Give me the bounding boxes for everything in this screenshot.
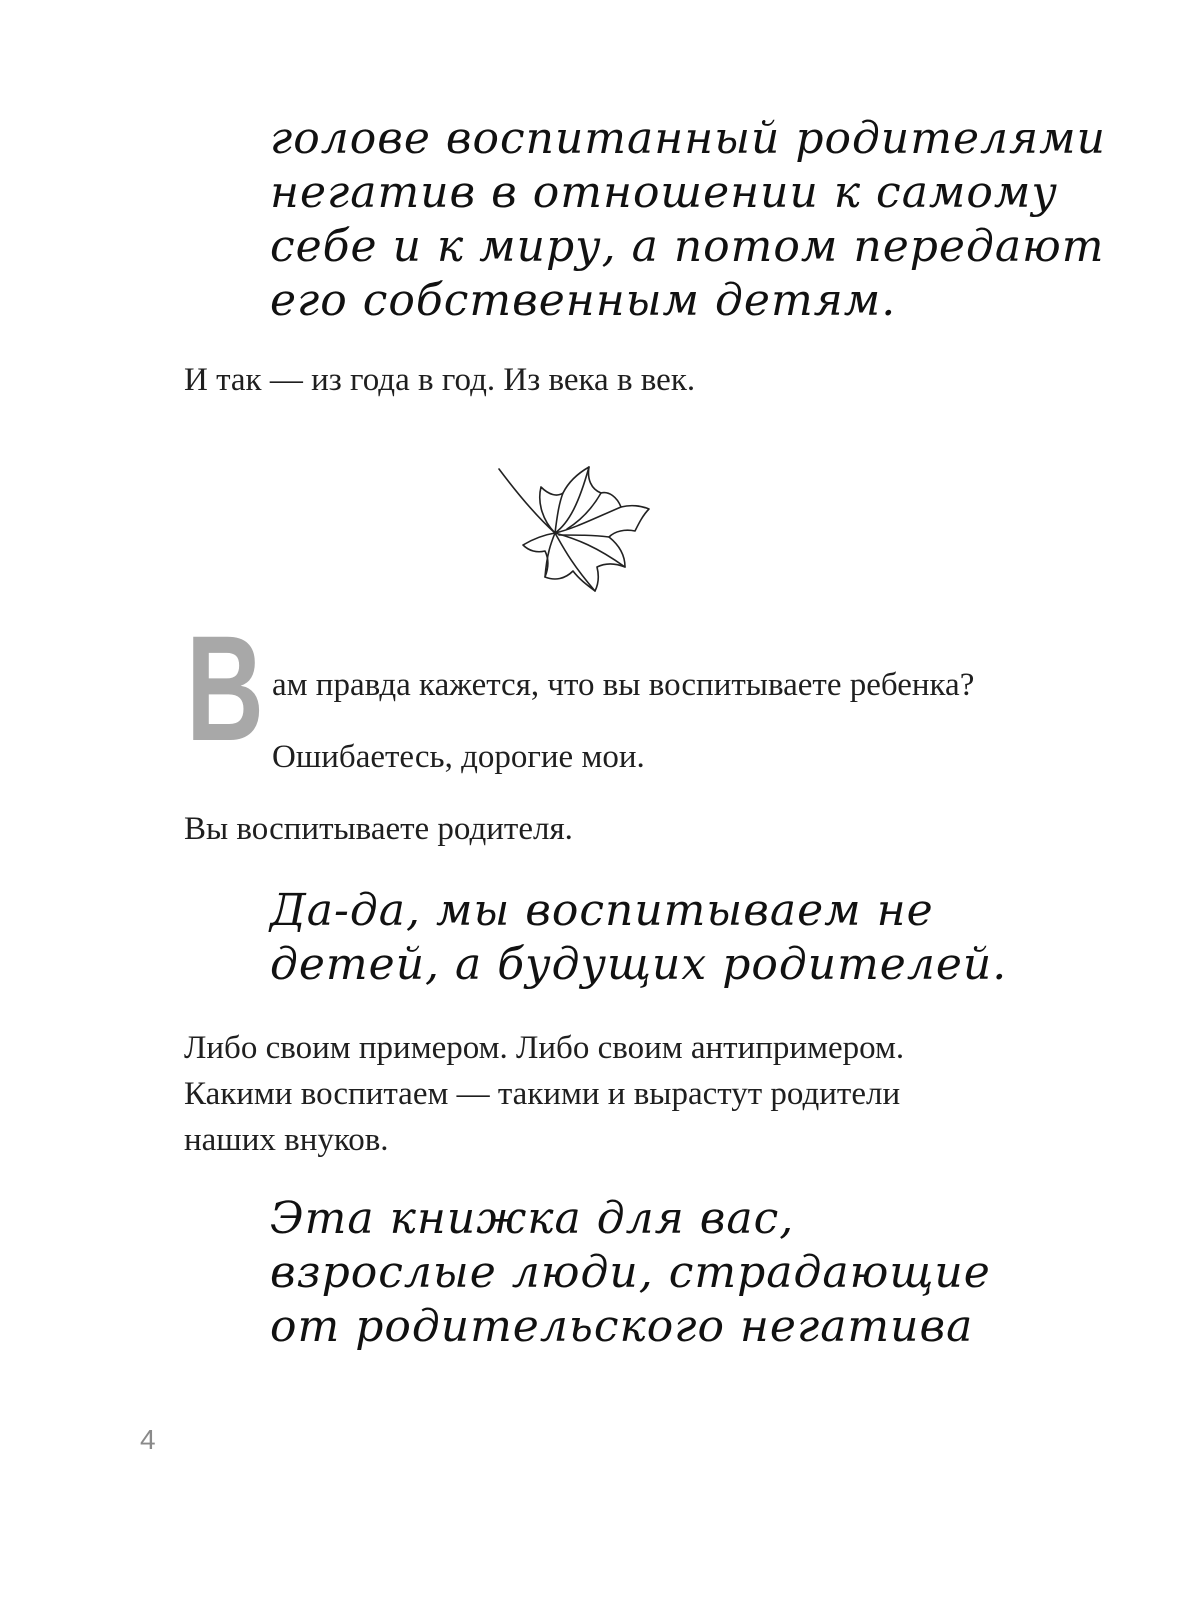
paragraph-text: Вы воспитываете родителя. (184, 811, 573, 847)
page-number: 4 (140, 1424, 156, 1455)
handwritten-quote-bottom (270, 1192, 991, 1354)
maple-leaf-icon (497, 463, 659, 595)
handwritten-line: детей, а будущих родителей. (270, 939, 1008, 990)
handwritten-line: себе и к миру, а потом передают (270, 221, 1105, 272)
handwritten-line: его собственным детям. (270, 275, 897, 326)
paragraph-text: ам правда кажется, что вы воспитываете ребенка? (272, 667, 975, 703)
handwritten-quote-top (270, 112, 1106, 328)
paragraph-mistake (272, 734, 645, 780)
paragraph-line: Либо своим примером. Либо своим антипримером. (184, 1030, 905, 1066)
paragraph-line: Какими воспитаем — такими и вырастут родители (184, 1076, 901, 1112)
handwritten-quote-middle (270, 884, 1007, 992)
paragraph-dropcap (272, 662, 974, 708)
handwritten-line: взрослые люди, страдающие (270, 1247, 991, 1298)
paragraph-example (184, 1025, 904, 1163)
paragraph-text: Ошибаетесь, дорогие мои. (272, 739, 645, 775)
handwritten-line: от родительского негатива (270, 1301, 974, 1352)
paragraph-text: И так — из года в год. Из века в век. (184, 362, 696, 398)
handwritten-line: Эта книжка для вас, (270, 1193, 795, 1244)
paragraph-year (184, 357, 695, 403)
handwritten-line: Да-да, мы воспитываем не (270, 885, 934, 936)
handwritten-line: голове воспитанный родителями (270, 113, 1106, 164)
paragraph-line: наших внуков. (184, 1122, 389, 1158)
paragraph-parent (184, 806, 573, 852)
handwritten-line: негатив в отношении к самому (270, 167, 1058, 218)
dropcap-letter: В (186, 604, 264, 772)
